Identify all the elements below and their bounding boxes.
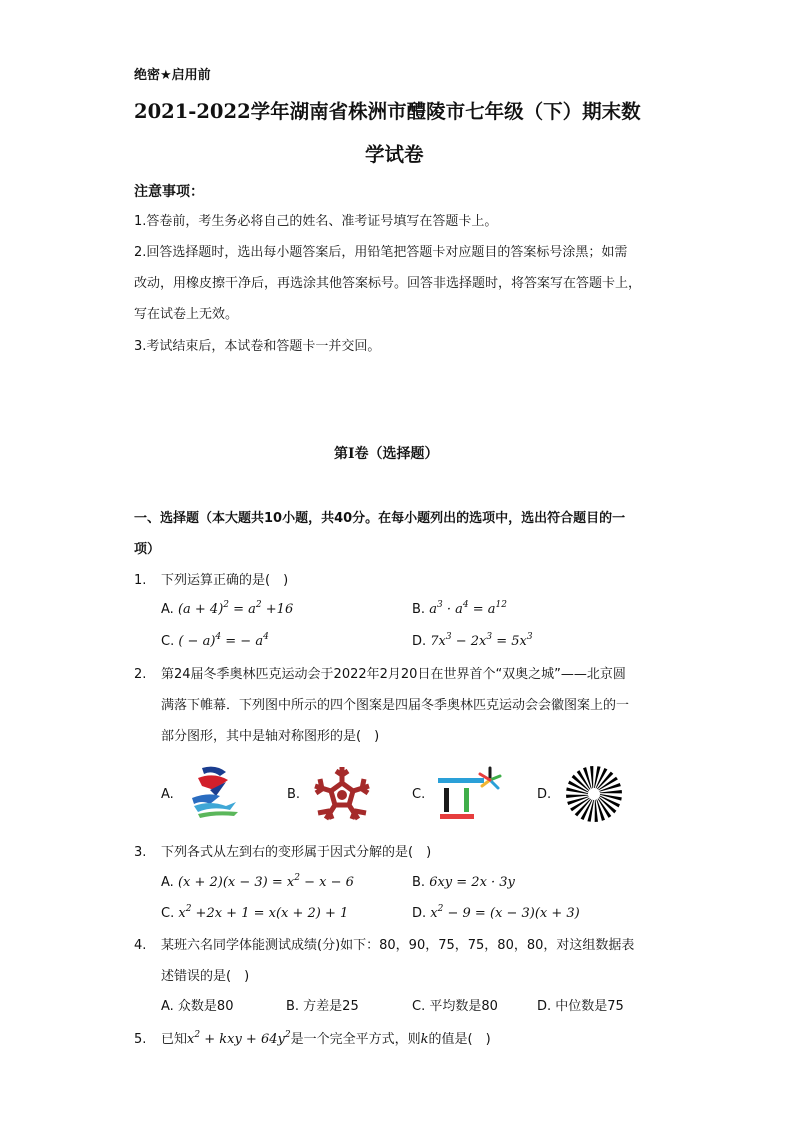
q1-stem: 下列运算正确的是( )	[161, 573, 289, 588]
page-title-line2: 学试卷	[365, 143, 424, 166]
winter-olympics-emblem-b-icon	[310, 764, 374, 826]
q2-label-d: D.	[537, 787, 552, 802]
note-2-line3: 写在试卷上无效。	[134, 307, 239, 322]
q2-stem-line3: 部分图形，其中是轴对称图形的是( )	[161, 729, 380, 744]
q3-option-a: A. $(x + 2)(x - 3) = x^2 - x - 6$	[161, 873, 354, 890]
q1-option-c: C. ( − a)$^4$ = − $a^4$	[161, 632, 269, 649]
part1-heading-line1: 一、选择题（本大题共10小题，共40分。在每小题列出的选项中，选出符合题目的一	[134, 511, 626, 526]
q4-stem-line1: 某班六名同学体能测试成绩(分)如下：80，90，75，75，80，80，对这组数据表	[161, 938, 635, 953]
q4-option-b: B. 方差是25	[286, 999, 359, 1014]
q4-option-a: A. 众数是80	[161, 999, 234, 1014]
winter-olympics-emblem-c-icon	[434, 764, 514, 824]
winter-olympics-emblem-a-icon	[180, 762, 246, 824]
q4-option-c: C. 平均数是80	[412, 999, 498, 1014]
q4-stem-line2: 述错误的是( )	[161, 969, 250, 984]
q4-number: 4.	[134, 938, 147, 953]
note-2-line1: 2.回答选择题时，选出每小题答案后，用铅笔把答题卡对应题目的答案标号涂黑；如需	[134, 245, 628, 260]
q1-option-d: D. $7x^3 - 2x^3 = 5x^3$	[412, 632, 533, 649]
q3-number: 3.	[134, 845, 147, 860]
note-3: 3.考试结束后，本试卷和答题卡一并交回。	[134, 339, 381, 354]
notes-heading: 注意事项：	[134, 184, 204, 200]
secret-label: 绝密★启用前	[134, 68, 211, 83]
q4-option-d: D. 中位数是75	[537, 999, 624, 1014]
q3-stem: 下列各式从左到右的变形属于因式分解的是( )	[161, 845, 432, 860]
q5-number: 5.	[134, 1032, 147, 1047]
q3-option-b: B. 6xy = 2x · 3y	[412, 875, 515, 890]
winter-olympics-emblem-d-icon	[564, 764, 624, 824]
q3-option-d: D. $x^2 - 9 = (x - 3)(x + 3)$	[412, 904, 580, 921]
q3-option-c: C. $x^2 +2x + 1 = x(x + 2) + 1$	[161, 904, 349, 921]
q2-stem-line1: 第24届冬季奥林匹克运动会于2022年2月20日在世界首个“双奥之城”——北京圆	[161, 667, 626, 682]
q2-label-c: C.	[412, 787, 426, 802]
note-1: 1.答卷前，考生务必将自己的姓名、准考证号填写在答题卡上。	[134, 214, 498, 229]
q1-number: 1.	[134, 573, 147, 588]
q2-label-b: B.	[287, 787, 301, 802]
q5-stem: 已知$x^2$ + kxy + $64y^2$是一个完全平方式，则k的值是( )	[161, 1030, 491, 1047]
note-2-line2: 改动，用橡皮擦干净后，再选涂其他答案标号。回答非选择题时，将答案写在答题卡上，	[134, 276, 642, 291]
volume-heading: 第Ⅰ卷（选择题）	[334, 446, 439, 462]
part1-heading-line2: 项）	[134, 542, 161, 557]
q2-stem-line2: 满落下帷幕．下列图中所示的四个图案是四届冬季奥林匹克运动会会徽图案上的一	[161, 698, 630, 713]
q1-option-a: A. $(a + 4)^2 = a^2 +16$	[161, 600, 294, 617]
q2-number: 2.	[134, 667, 147, 682]
q2-label-a: A.	[161, 787, 174, 802]
q1-option-b: B. $a^3 \cdot a^4 = a^{12}$	[412, 600, 507, 617]
page-title-line1: 2021-2022学年湖南省株洲市醴陵市七年级（下）期末数	[134, 100, 641, 123]
